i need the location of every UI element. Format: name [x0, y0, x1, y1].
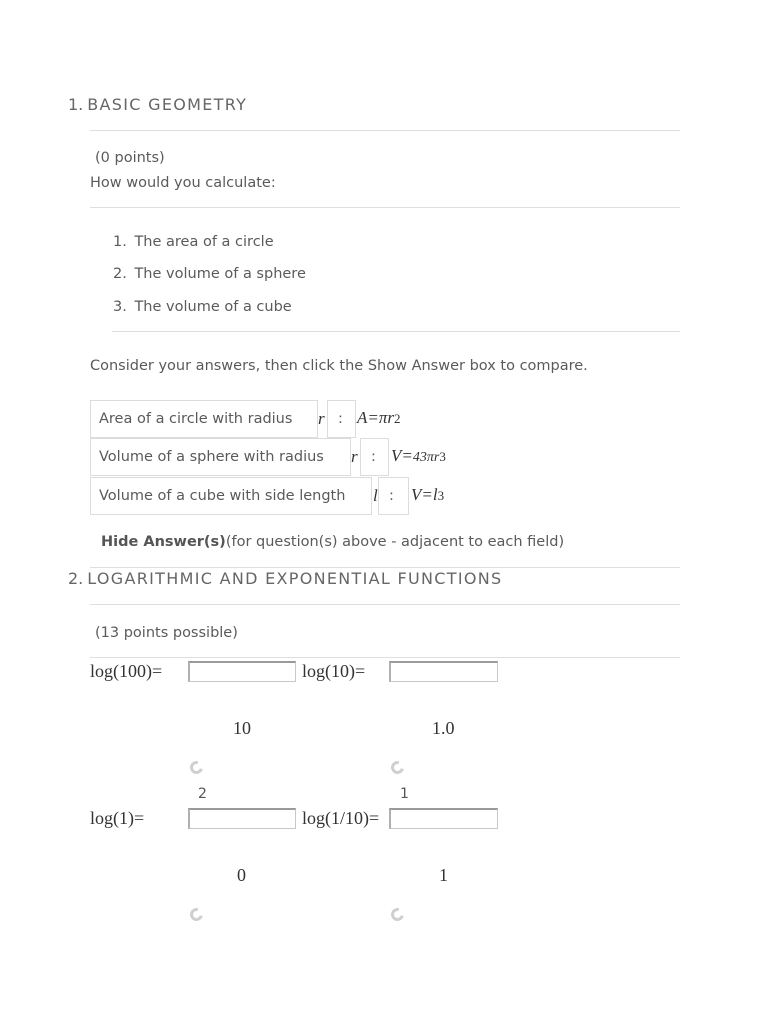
- question-label: log(1)=: [90, 808, 145, 828]
- formula-exponent: 3: [439, 449, 446, 464]
- section-2-title: LOGARITHMIC AND EXPONENTIAL FUNCTIONS: [87, 569, 503, 588]
- divider: [90, 207, 680, 208]
- loading-spinner-icon: [389, 759, 407, 777]
- loading-spinner-icon: [389, 906, 407, 924]
- answer-formula: [357, 408, 401, 428]
- answer-input[interactable]: [389, 808, 498, 829]
- section-2-heading: [68, 569, 502, 588]
- answer-label: Area of a circle with radius: [99, 411, 293, 427]
- list-item-text: The area of a circle: [134, 234, 274, 250]
- answer-separator: :: [371, 449, 376, 465]
- answer-label: Volume of a sphere with radius: [99, 449, 324, 465]
- instruction-text: Consider your answers, then click the Show Answer box to compare.: [90, 358, 588, 374]
- show-answer-box[interactable]: [360, 438, 389, 476]
- answer-input[interactable]: [389, 661, 498, 682]
- list-item-text: The volume of a sphere: [134, 266, 306, 282]
- list-item: [113, 299, 292, 315]
- answer-formula: [391, 446, 446, 466]
- answer-label: Volume of a cube with side length: [99, 488, 346, 504]
- list-item: [113, 234, 274, 250]
- divider: [90, 604, 680, 605]
- hide-answers-note: (for question(s) above - adjacent to each field): [225, 534, 565, 550]
- formula-main: l: [432, 485, 438, 504]
- loading-spinner-icon: [188, 906, 206, 924]
- hide-answers-line: [101, 534, 564, 550]
- formula-exponent: 2: [394, 411, 401, 426]
- section-2-number: 2.: [68, 569, 84, 588]
- show-answer-box[interactable]: [327, 400, 356, 438]
- list-item-number: 2.: [113, 266, 127, 282]
- answer-label-box: [90, 438, 351, 476]
- answer-separator: :: [389, 488, 394, 504]
- answer-separator: :: [338, 411, 343, 427]
- expected-answer: 10: [233, 718, 251, 738]
- list-item-number: 3.: [113, 299, 127, 315]
- question-label: log(100)=: [90, 661, 163, 681]
- show-answer-box[interactable]: [378, 477, 409, 515]
- attempt-count: 1: [400, 786, 409, 802]
- formula-lhs: V=: [411, 485, 433, 504]
- section-1-heading: [68, 95, 247, 114]
- question-label: log(10)=: [302, 661, 366, 681]
- formula-lhs: A=: [357, 408, 379, 427]
- variable: r: [318, 409, 325, 428]
- answer-label-box: [90, 400, 318, 438]
- attempt-count: 2: [198, 786, 207, 802]
- variable: l: [373, 486, 378, 505]
- list-item-number: 1.: [113, 234, 127, 250]
- expected-answer: 0: [237, 865, 246, 885]
- divider: [90, 567, 680, 568]
- hide-answers-button[interactable]: Hide Answer(s): [101, 534, 226, 550]
- formula-main: 43πr: [412, 450, 440, 465]
- loading-spinner-icon: [188, 759, 206, 777]
- section-2-points: (13 points possible): [95, 625, 238, 641]
- divider: [90, 657, 680, 658]
- divider: [112, 331, 680, 332]
- section-1-title: BASIC GEOMETRY: [87, 95, 248, 114]
- section-1-number: 1.: [68, 95, 84, 114]
- formula-main: πr: [378, 408, 394, 427]
- question-label: log(1/10)=: [302, 808, 380, 828]
- expected-answer: 1.0: [432, 718, 455, 738]
- list-item: [113, 266, 306, 282]
- section-1-prompt: How would you calculate:: [90, 175, 276, 191]
- answer-formula: [411, 485, 444, 505]
- variable: r: [351, 447, 358, 466]
- divider: [90, 130, 680, 131]
- formula-exponent: 3: [437, 488, 445, 503]
- answer-input[interactable]: [188, 661, 296, 682]
- expected-answer: 1: [439, 865, 448, 885]
- answer-input[interactable]: [188, 808, 296, 829]
- section-1-points: (0 points): [95, 150, 165, 166]
- answer-label-box: [90, 477, 372, 515]
- list-item-text: The volume of a cube: [134, 299, 292, 315]
- formula-lhs: V=: [391, 446, 413, 465]
